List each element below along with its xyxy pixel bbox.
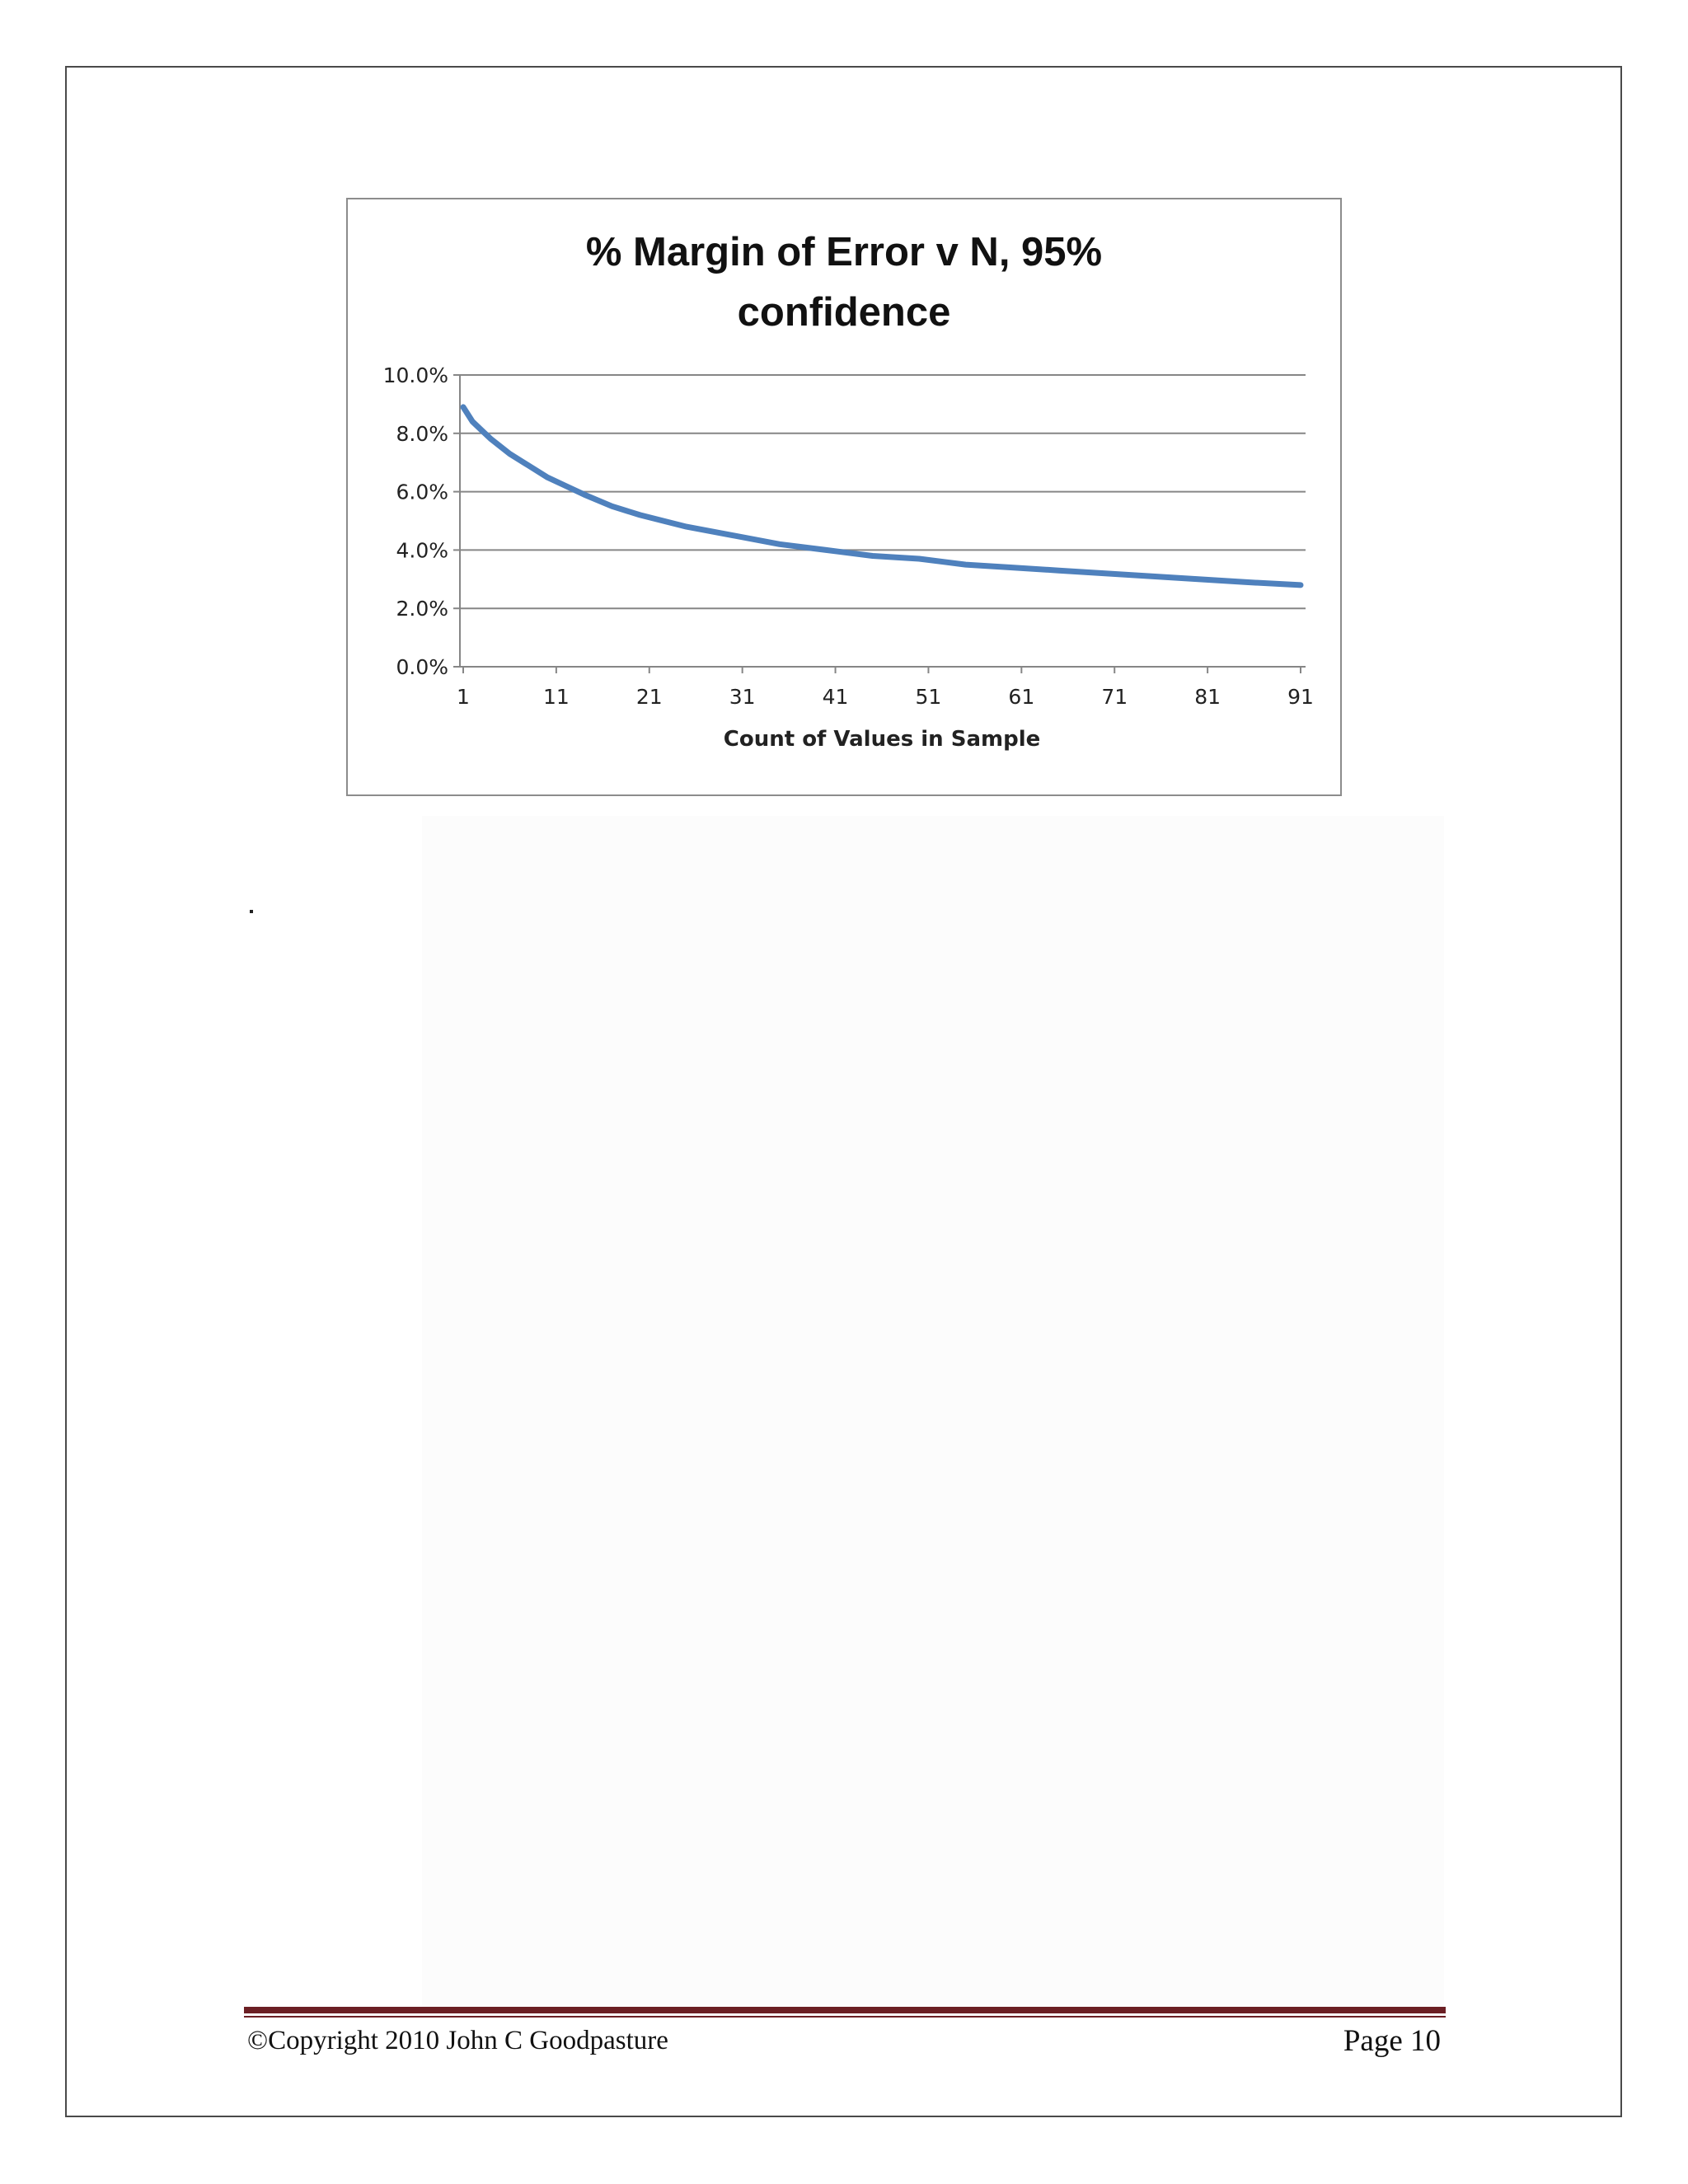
y-tick-label: 6.0% [396, 480, 448, 504]
footer-copyright: ©Copyright 2010 John C Goodpasture [247, 2026, 668, 2055]
chart-title-line-2: confidence [737, 290, 951, 335]
x-tick-label: 11 [542, 685, 570, 709]
x-axis-title: Count of Values in Sample [723, 727, 1041, 752]
content-area [422, 816, 1444, 2011]
y-tick-label: 4.0% [396, 538, 448, 563]
x-tick-label: 51 [915, 685, 942, 709]
x-tick-label: 41 [822, 685, 849, 709]
x-tick-label: 71 [1101, 685, 1128, 709]
footer-rule-thin [244, 2016, 1446, 2018]
x-tick-label: 61 [1008, 685, 1035, 709]
chart-title-line-1: % Margin of Error v N, 95% [585, 230, 1103, 274]
page-number: Page 10 [1343, 2024, 1441, 2058]
y-tick-label: 0.0% [396, 655, 448, 679]
margin-of-error-chart [348, 199, 1340, 794]
footer-rule [244, 2007, 1446, 2013]
x-tick-label: 31 [729, 685, 756, 709]
x-tick-label: 81 [1194, 685, 1221, 709]
chart-frame [346, 198, 1342, 796]
x-tick-label: 1 [457, 685, 470, 709]
x-tick-label: 91 [1287, 685, 1314, 709]
y-tick-label: 10.0% [382, 363, 448, 387]
stray-dot [250, 910, 253, 913]
x-tick-label: 21 [635, 685, 663, 709]
y-tick-label: 8.0% [396, 421, 448, 446]
y-tick-label: 2.0% [396, 597, 448, 621]
